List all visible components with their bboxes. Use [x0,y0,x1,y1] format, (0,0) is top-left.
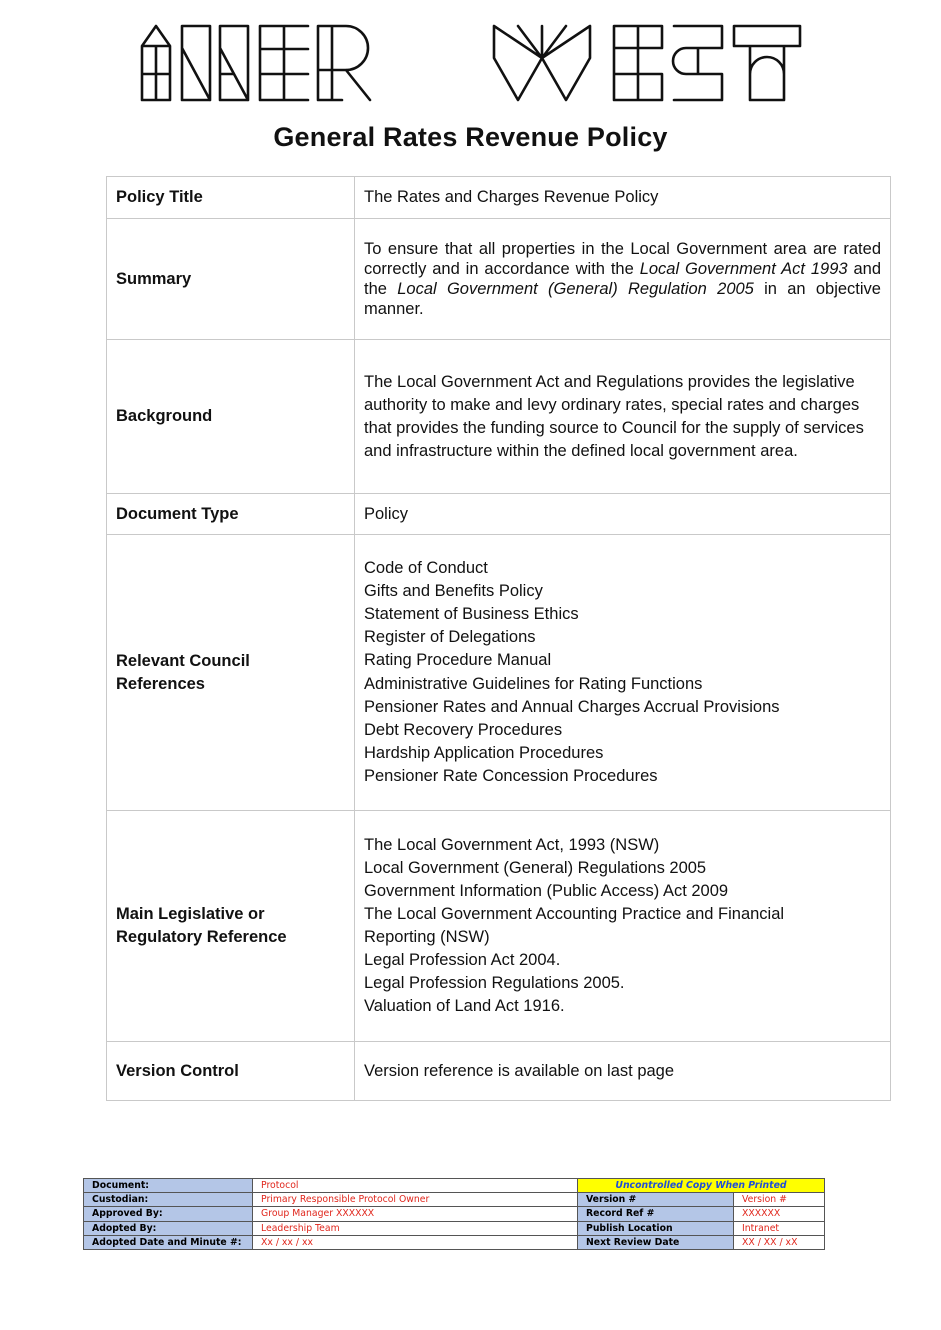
footer-record-value: XXXXXX [734,1207,825,1221]
footer-row [84,1235,825,1249]
row-label-document-type: Document Type [107,494,355,535]
row-value-background: The Local Government Act and Regulations provides the legislative authority to make and levy ordinary rates, special rates and charges that provides the funding source to Council for the supply of services and infrastructure within the defined local government area. [355,340,891,494]
legislative-refs-label-line-2: Regulatory Reference [116,928,287,946]
footer-adopted-value: Leadership Team [253,1221,578,1235]
legislative-refs-label-line-1: Main Legislative or [116,905,265,923]
table-row [107,177,891,219]
uncontrolled-copy-banner: Uncontrolled Copy When Printed [578,1179,825,1193]
footer-custodian-label: Custodian: [84,1193,253,1207]
list-item: The Local Government Act, 1993 (NSW) [364,835,660,854]
footer-approved-value: Group Manager XXXXXX [253,1207,578,1221]
row-label-background: Background [107,340,355,494]
row-label-version-control: Version Control [107,1042,355,1101]
footer-document-label: Document: [84,1179,253,1193]
footer-adopted-date-label: Adopted Date and Minute #: [84,1235,253,1249]
row-value-policy-title: The Rates and Charges Revenue Policy [355,177,891,219]
list-item: Government Information (Public Access) Act 2009 [364,881,729,900]
list-item: Pensioner Rate Concession Procedures [364,766,658,785]
table-row [107,535,891,811]
row-value-version-control: Version reference is available on last page [355,1042,891,1101]
list-item: Statement of Business Ethics [364,605,579,624]
footer-adopted-label: Adopted By: [84,1221,253,1235]
footer-row [84,1179,825,1193]
summary-text-3: in an objective manner. [364,280,881,318]
list-item: Register of Delegations [364,628,536,647]
list-item: Gifts and Benefits Policy [364,582,543,601]
summary-act: Local Government Act 1993 [639,260,848,278]
row-value-document-type: Policy [355,494,891,535]
footer-row [84,1207,825,1221]
list-item: Hardship Application Procedures [364,743,604,762]
table-row [107,811,891,1042]
summary-text-1: To ensure that all properties in the Local Government area are rated correctly and in accordance with the [364,240,881,278]
list-item: Local Government (General) Regulations 2005 [364,858,707,877]
list-item: Debt Recovery Procedures [364,720,563,739]
table-row [107,494,891,535]
row-value-summary [355,219,891,340]
summary-text-2: and the [364,260,881,298]
footer-review-value: XX / XX / xX [734,1235,825,1249]
policy-details-table [106,176,891,1101]
page-title: General Rates Revenue Policy [273,122,668,152]
footer-adopted-date-value: Xx / xx / xx [253,1235,578,1249]
list-item: Pensioner Rates and Annual Charges Accrual Provisions [364,697,780,716]
row-value-legislative-references [355,811,891,1042]
list-item: Code of Conduct [364,559,488,578]
row-value-council-references [355,535,891,811]
footer-document-value: Protocol [253,1179,578,1193]
list-item: Legal Profession Act 2004. [364,951,561,970]
footer-publish-label: Publish Location [578,1221,734,1235]
footer-custodian-value: Primary Responsible Protocol Owner [253,1193,578,1207]
row-label-council-references [107,535,355,811]
list-item: Legal Profession Regulations 2005. [364,974,625,993]
footer-approved-label: Approved By: [84,1207,253,1221]
council-refs-label-line-1: Relevant Council [116,651,250,670]
table-row [107,340,891,494]
list-item: The Local Government Accounting Practice and Financial [364,904,785,923]
council-refs-label-line-2: References [116,674,205,693]
footer-row [84,1193,825,1207]
inner-west-logo [138,18,808,102]
summary-regulation: Local Government (General) Regulation 2005 [397,280,754,298]
row-label-legislative-references [107,811,355,1042]
table-row [107,219,891,340]
list-item: Administrative Guidelines for Rating Functions [364,674,703,693]
list-item: Rating Procedure Manual [364,651,552,670]
row-label-policy-title: Policy Title [107,177,355,219]
footer-review-label: Next Review Date [578,1235,734,1249]
footer-version-label: Version # [578,1193,734,1207]
footer-record-label: Record Ref # [578,1207,734,1221]
footer-publish-value: Intranet [734,1221,825,1235]
document-control-footer [83,1178,825,1250]
row-label-summary: Summary [107,219,355,340]
footer-row [84,1221,825,1235]
footer-version-value: Version # [734,1193,825,1207]
table-row [107,1042,891,1101]
list-item: Reporting (NSW) [364,928,490,946]
list-item: Valuation of Land Act 1916. [364,997,565,1016]
